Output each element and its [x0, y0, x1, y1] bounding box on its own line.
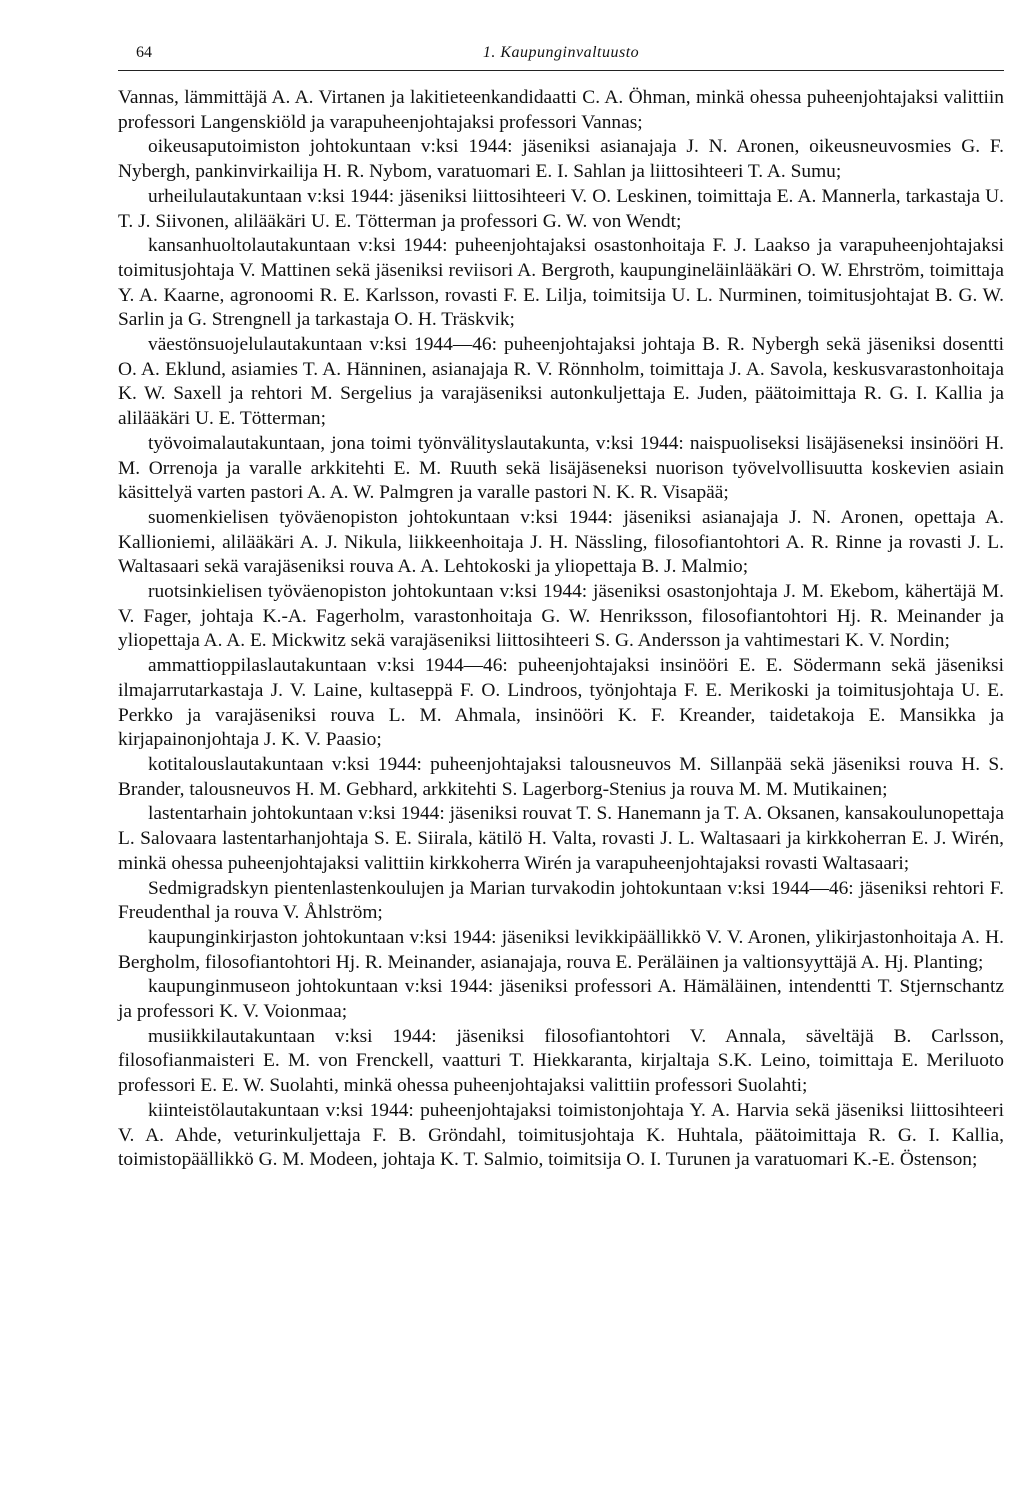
paragraph: urheilulautakuntaan v:ksi 1944: jäseniksi liittosihteeri V. O. Leskinen, toimittaja E. A. Mannerla, tarkastaja U. T. J. Siivonen, alilääkäri U. E. Tötterman ja professori G. W. von Wendt;: [118, 185, 1004, 232]
paragraph: kaupunginmuseon johtokuntaan v:ksi 1944: jäseniksi professori A. Hämäläinen, intendentti T. Stjernschantz ja professori K. V. Voionmaa;: [118, 976, 1004, 1023]
paragraph: työvoimalautakuntaan, jona toimi työnvälityslautakunta, v:ksi 1944: naispuoliseksi lisäjäseneksi insinööri H. M. Orrenoja ja varalle arkkitehti E. M. Ruuth sekä lisäjäseneksi nuorison työvelvollisuutta koskevien asiain käsittelyä varten pastori A. A. W. Palmgren ja varalle pastori N. K. R. Visapää;: [118, 432, 1004, 504]
paragraph: kiinteistölautakuntaan v:ksi 1944: puheenjohtajaksi toimistonjohtaja Y. A. Harvia sekä jäseniksi liittosihteeri V. A. Ahde, veturinkuljettaja F. B. Gröndahl, toimitusjohtaja K. Huhtala, päätoimittaja R. G. I. Kallia, toimistopäällikkö G. M. Modeen, johtaja K. T. Salmio, toimitsija O. I. Turunen ja varatuomari K.-E. Östenson;: [118, 1099, 1004, 1171]
paragraph: väestönsuojelulautakuntaan v:ksi 1944—46: puheenjohtajaksi johtaja B. R. Nybergh sekä jäseniksi dosentti O. A. Eklund, asiamies T. A. Hänninen, asianajaja R. V. Rönnholm, toimittaja J. A. Savola, keskusvarastonhoitaja K. W. Saxell ja rehtori M. Sergelius ja varajäseniksi autonkuljettaja E. Juden, päätoimittaja R. G. I. Kallia ja alilääkäri U. E. Tötterman;: [118, 334, 1004, 430]
paragraph: kotitalouslautakuntaan v:ksi 1944: puheenjohtajaksi talousneuvos M. Sillanpää sekä jäseniksi rouva H. S. Brander, talousneuvos H. M. Gebhard, arkkitehti S. Lagerborg-Stenius ja rouva M. M. Mutikainen;: [118, 753, 1004, 800]
paragraph: suomenkielisen työväenopiston johtokuntaan v:ksi 1944: jäseniksi asianajaja J. N. Aronen, opettaja A. Kallioniemi, alilääkäri A. J. Nikula, liikkeenhoitaja J. H. Nässling, filosofiantohtori A. R. Rinne ja rovasti J. L. Waltasaari sekä varajäseniksi rouva A. A. Lehtokoski ja yliopettaja B. J. Malmio;: [118, 506, 1004, 578]
running-title: 1. Kaupunginvaltuusto: [482, 44, 640, 61]
paragraph: kaupunginkirjaston johtokuntaan v:ksi 1944: jäseniksi levikkipäällikkö V. V. Aronen, ylikirjastonhoitaja A. H. Bergholm, filosofiantohtori Hj. R. Meinander, asianajaja, rouva E. Peräläinen ja valtionsyyttäjä A. Hj. Planting;: [118, 926, 1004, 973]
paragraph: ammattioppilaslautakuntaan v:ksi 1944—46: puheenjohtajaksi insinööri E. E. Södermann sekä jäseniksi ilmajarrutarkastaja J. V. Laine, kultaseppä F. O. Lindroos, työnjohtaja F. E. Merikoski ja toimitusjohtaja U. E. Perkko ja varajäseniksi rouva L. M. Ahmala, insinööri K. F. Kreander, taidetakoja E. Mansikka ja kirjapainonjohtaja J. K. V. Paasio;: [118, 655, 1004, 751]
paragraph: Sedmigradskyn pientenlastenkoulujen ja Marian turvakodin johtokuntaan v:ksi 1944—46: jäseniksi rehtori F. Freudenthal ja rouva V. Åhlström;: [118, 877, 1004, 924]
paragraph: oikeusaputoimiston johtokuntaan v:ksi 1944: jäseniksi asianajaja J. N. Aronen, oikeusneuvosmies G. F. Nybergh, pankinvirkailija H. R. Nybom, varatuomari E. I. Sahlan ja liittosihteeri T. A. Sumu;: [118, 136, 1004, 183]
paragraph-continuation: Vannas, lämmittäjä A. A. Virtanen ja lakitieteenkandidaatti C. A. Öhman, minkä ohessa puheenjohtajaksi valittiin professori Langenskiöld ja varapuheenjohtajaksi professori Vannas;: [118, 87, 1004, 133]
paragraph: musiikkilautakuntaan v:ksi 1944: jäseniksi filosofiantohtori V. Annala, säveltäjä B. Carlsson, filosofianmaisteri E. M. von Frenckell, vaatturi T. Hiekkaranta, kirjaltaja S.K. Leino, toimittaja E. Meriluoto professori E. E. W. Suolahti, minkä ohessa puheenjohtajaksi valittiin professori Suolahti;: [118, 1025, 1004, 1097]
header-rule: [118, 70, 1004, 71]
paragraph: kansanhuoltolautakuntaan v:ksi 1944: puheenjohtajaksi osastonhoitaja F. J. Laakso ja varapuheenjohtajaksi toimitusjohtaja V. Mattinen sekä jäseniksi reviisori A. Bergroth, kaupungineläinlääkäri O. W. Ehrström, toimittaja Y. A. Kaarne, agronoomi R. E. Karlsson, rovasti F. E. Lilja, toimitsija U. L. Nurminen, toimitusjohtajat B. G. W. Sarlin ja G. Strengnell ja tarkastaja O. H. Träskvik;: [118, 235, 1004, 331]
page-number: 64: [136, 44, 152, 61]
paragraph: lastentarhain johtokuntaan v:ksi 1944: jäseniksi rouvat T. S. Hanemann ja T. A. Oksanen, kansakoulunopettaja L. Salovaara lastentarhanjohtaja S. E. Siirala, kätilö H. Valta, rovasti J. L. Waltasaari ja kirkkoherran E. J. Wirén, minkä ohessa puheenjohtajaksi valittiin kirkkoherra Wirén ja varapuheenjohtajaksi rovasti Waltasaari;: [118, 803, 1004, 874]
page-header: [118, 40, 1004, 68]
paragraph: ruotsinkielisen työväenopiston johtokuntaan v:ksi 1944: jäseniksi osastonjohtaja J. M. Ekebom, kähertäjä M. V. Fager, johtaja K.-A. Fagerholm, varastonhoitaja G. W. Henriksson, filosofiantohtori Hj. R. Meinander ja yliopettaja A. A. E. Mickwitz sekä varajäseniksi liittosihteeri S. G. Andersson ja vahtimestari K. V. Nordin;: [118, 581, 1004, 652]
body-text: [118, 86, 1004, 1173]
